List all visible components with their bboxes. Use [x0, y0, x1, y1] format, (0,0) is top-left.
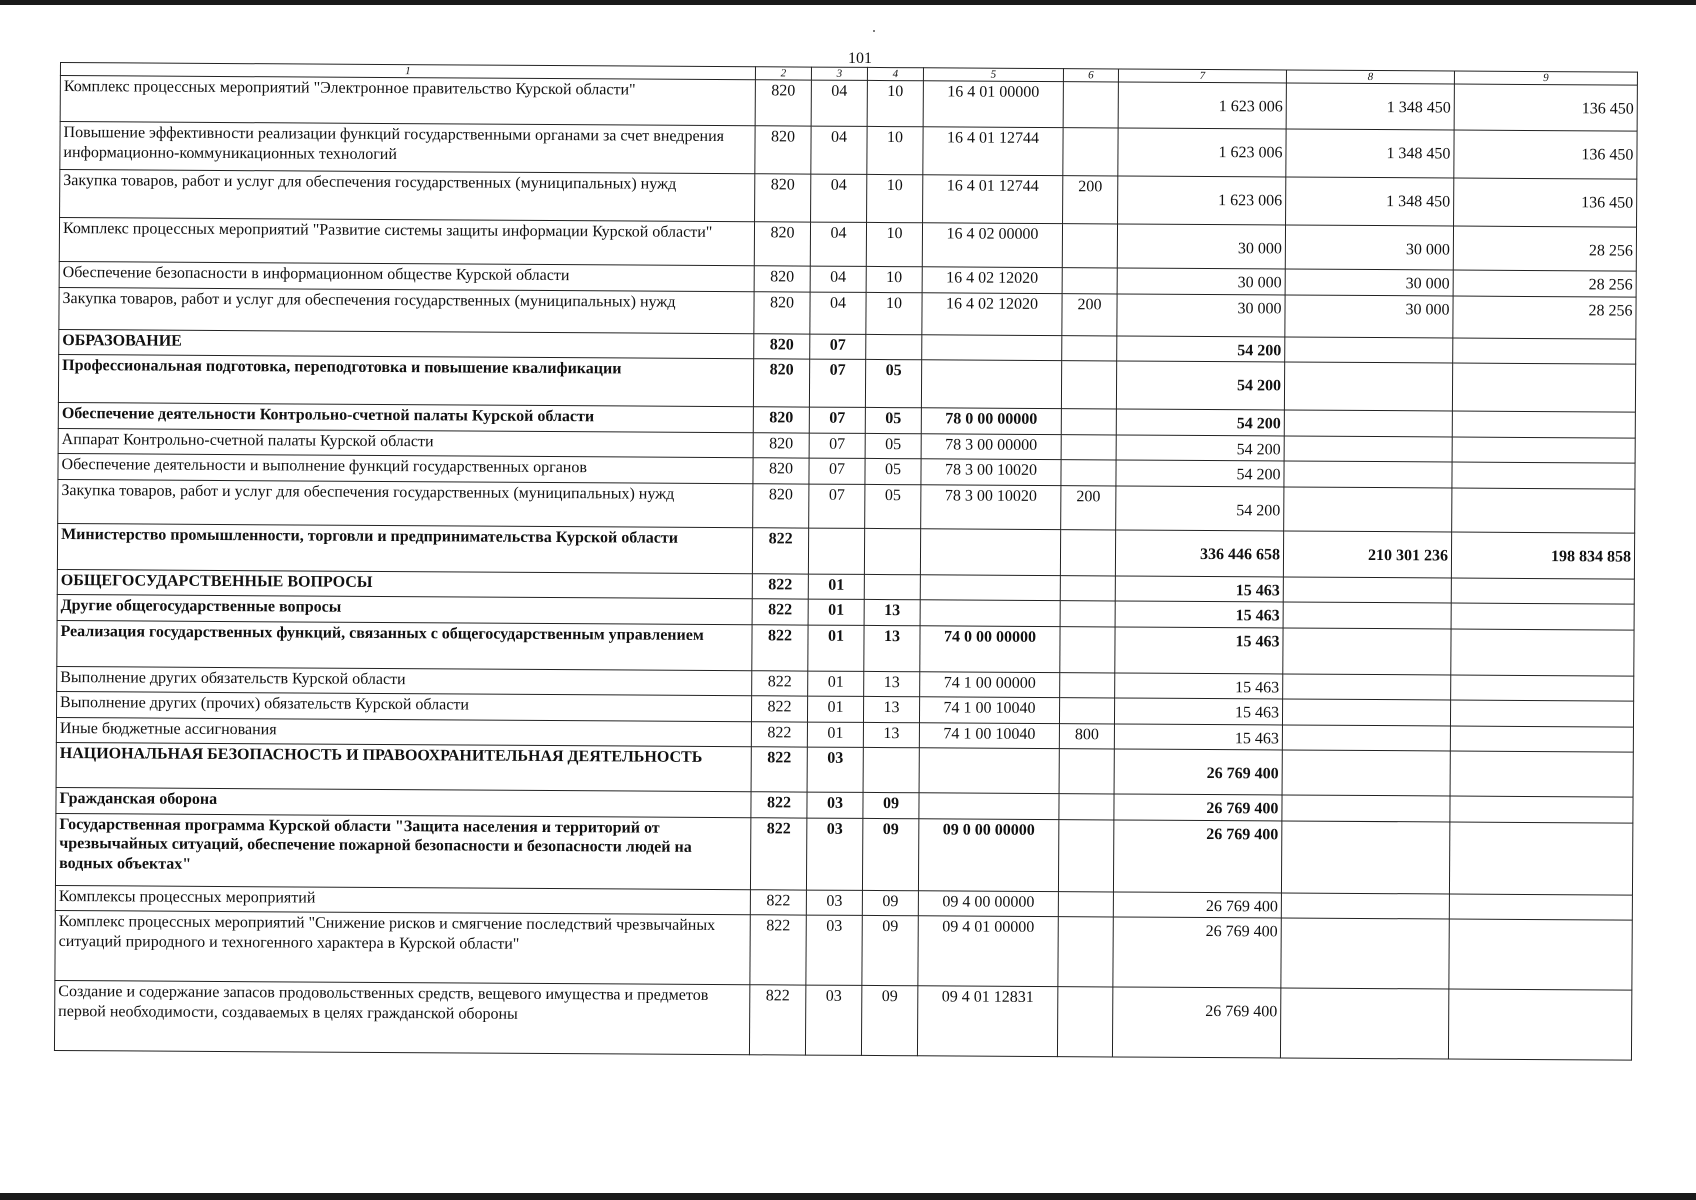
- ministry-code: 820: [753, 359, 809, 407]
- subsection-code: 09: [861, 986, 917, 1056]
- amount-year2: [1282, 699, 1450, 726]
- amount-year2: 30 000: [1285, 295, 1453, 338]
- section-code: 04: [811, 80, 867, 126]
- expense-type-code: [1061, 361, 1116, 409]
- subsection-code: 05: [865, 484, 921, 528]
- amount-year1: 26 769 400: [1112, 987, 1280, 1058]
- row-name: Обеспечение деятельности Контрольно-счетной палаты Курской области: [58, 403, 753, 433]
- amount-year2: [1283, 602, 1451, 629]
- amount-year2: 1 348 450: [1286, 83, 1454, 130]
- amount-year1: 15 463: [1115, 601, 1283, 628]
- section-code: 03: [806, 915, 862, 985]
- expense-type-code: [1058, 917, 1113, 987]
- amount-year1: 54 200: [1116, 486, 1284, 531]
- section-code: 03: [807, 792, 863, 818]
- ministry-code: 822: [749, 985, 805, 1055]
- amount-year1: 26 769 400: [1114, 749, 1282, 795]
- target-article-code: 16 4 02 00000: [922, 223, 1062, 268]
- row-name: Комплекс процессных мероприятий "Электронное правительство Курской области": [60, 76, 755, 126]
- amount-year3: 28 256: [1453, 226, 1636, 271]
- target-article-code: 74 0 00 00000: [920, 625, 1060, 672]
- target-article-code: [920, 574, 1060, 600]
- row-name: Другие общегосударственные вопросы: [57, 595, 752, 625]
- amount-year2: [1281, 918, 1449, 989]
- ministry-code: 820: [753, 432, 809, 458]
- column-number: 6: [1063, 69, 1118, 82]
- amount-year3: 198 834 858: [1451, 532, 1634, 579]
- amount-year2: 30 000: [1285, 225, 1453, 270]
- target-article-code: 74 1 00 10040: [919, 722, 1059, 748]
- target-article-code: [921, 360, 1061, 409]
- amount-year2: [1283, 674, 1451, 701]
- row-name: Повышение эффективности реализации функций государственными органами за счет внедрения информационно-коммуникационных технологий: [60, 122, 755, 174]
- target-article-code: 16 4 01 12744: [923, 175, 1063, 224]
- subsection-code: [866, 334, 922, 360]
- row-name: Закупка товаров, работ и услуг для обеспечения государственных (муниципальных) нужд: [59, 287, 754, 333]
- expense-type-code: [1060, 626, 1115, 672]
- section-code: 04: [810, 222, 866, 266]
- expense-type-code: [1059, 749, 1114, 794]
- section-code: 01: [808, 671, 864, 697]
- ministry-code: 822: [750, 817, 806, 889]
- amount-year1: 54 200: [1116, 409, 1284, 436]
- amount-year1: 1 623 006: [1118, 176, 1286, 225]
- ministry-code: 820: [753, 458, 809, 484]
- row-name: Создание и содержание запасов продовольственных средств, вещевого имущества и предметов первой необходимости, создаваемых в целях гражданской обороны: [54, 981, 749, 1055]
- row-name: Выполнение других (прочих) обязательств Курской области: [56, 692, 751, 722]
- section-code: 07: [809, 407, 865, 433]
- budget-table: [54, 62, 1638, 1061]
- expense-type-code: [1057, 987, 1112, 1057]
- row-name: Закупка товаров, работ и услуг для обеспечения государственных (муниципальных) нужд: [60, 170, 755, 222]
- table-row: [55, 813, 1632, 895]
- amount-year3: 136 450: [1454, 84, 1637, 131]
- amount-year3: 136 450: [1454, 130, 1637, 179]
- column-number: 3: [811, 67, 867, 80]
- amount-year3: 28 256: [1453, 296, 1636, 339]
- column-number: 1: [60, 63, 755, 80]
- amount-year2: [1284, 461, 1452, 488]
- subsection-code: 13: [864, 625, 920, 671]
- target-article-code: 78 3 00 10020: [921, 459, 1061, 485]
- target-article-code: 16 4 02 12020: [922, 267, 1062, 293]
- scan-edge-top: [0, 0, 1696, 5]
- scan-edge-bottom: [0, 1193, 1696, 1200]
- amount-year3: [1452, 488, 1635, 533]
- target-article-code: 16 4 02 12020: [922, 292, 1062, 335]
- page-number: 101: [848, 50, 872, 67]
- expense-type-code: 200: [1062, 293, 1117, 335]
- expense-type-code: [1060, 672, 1115, 698]
- amount-year2: [1283, 628, 1451, 675]
- ministry-code: 820: [755, 126, 811, 174]
- amount-year1: 26 769 400: [1113, 892, 1281, 919]
- expense-type-code: 200: [1061, 485, 1116, 529]
- row-name: Обеспечение безопасности в информационном обществе Курской области: [59, 261, 754, 291]
- expense-type-code: 800: [1059, 723, 1114, 749]
- amount-year3: [1448, 989, 1631, 1060]
- table-row: [55, 911, 1632, 991]
- amount-year2: [1285, 337, 1453, 364]
- amount-year3: [1449, 822, 1632, 895]
- subsection-code: [864, 574, 920, 600]
- amount-year2: [1284, 410, 1452, 437]
- row-name: Государственная программа Курской области "Защита населения и территорий от чрезвычайных ситуаций, обеспечение пожарной безопасности и безопасности людей на водных объектах": [55, 813, 750, 889]
- amount-year1: 26 769 400: [1113, 820, 1281, 893]
- amount-year1: 30 000: [1117, 293, 1285, 336]
- target-article-code: 74 1 00 00000: [920, 671, 1060, 697]
- amount-year2: 1 348 450: [1286, 177, 1454, 226]
- expense-type-code: [1062, 335, 1117, 361]
- subsection-code: 10: [867, 126, 923, 174]
- target-article-code: 09 4 01 00000: [918, 916, 1058, 987]
- target-article-code: 74 1 00 10040: [919, 697, 1059, 723]
- target-article-code: 78 0 00 00000: [921, 408, 1061, 434]
- row-name: НАЦИОНАЛЬНАЯ БЕЗОПАСНОСТЬ И ПРАВООХРАНИТЕЛЬНАЯ ДЕЯТЕЛЬНОСТЬ: [56, 743, 751, 792]
- amount-year2: [1284, 362, 1452, 411]
- amount-year1: 54 200: [1116, 460, 1284, 487]
- amount-year1: 54 200: [1117, 335, 1285, 362]
- amount-year1: 30 000: [1117, 224, 1285, 269]
- target-article-code: 16 4 01 00000: [923, 81, 1063, 128]
- subsection-code: 05: [865, 407, 921, 433]
- ministry-code: 822: [750, 889, 806, 915]
- amount-year3: [1450, 726, 1633, 753]
- row-name: Комплекс процессных мероприятий "Снижение рисков и смягчение последствий чрезвычайных ситуаций природного и техногенного характера в Курской области": [55, 911, 750, 985]
- amount-year2: 210 301 236: [1283, 531, 1451, 578]
- row-name: Комплексы процессных мероприятий: [55, 885, 750, 915]
- amount-year3: [1453, 338, 1636, 365]
- section-code: 04: [810, 292, 866, 334]
- expense-type-code: [1060, 601, 1115, 627]
- row-name: Реализация государственных функций, связанных с общегосударственным управлением: [57, 620, 752, 670]
- target-article-code: [920, 600, 1060, 626]
- amount-year1: 336 446 658: [1115, 530, 1283, 577]
- amount-year2: [1284, 436, 1452, 463]
- expense-type-code: [1061, 409, 1116, 435]
- ministry-code: 822: [750, 915, 806, 985]
- ministry-code: 822: [752, 527, 808, 573]
- amount-year1: 1 623 006: [1118, 128, 1286, 177]
- expense-type-code: [1059, 794, 1114, 820]
- subsection-code: 13: [864, 671, 920, 697]
- ministry-code: 820: [754, 291, 810, 333]
- target-article-code: [920, 528, 1060, 575]
- column-number: 4: [867, 67, 923, 80]
- table-row: [54, 981, 1631, 1061]
- amount-year2: [1284, 487, 1452, 532]
- section-code: 03: [806, 890, 862, 916]
- ministry-code: 822: [751, 696, 807, 722]
- ministry-code: 822: [751, 747, 807, 792]
- amount-year2: 30 000: [1285, 269, 1453, 296]
- target-article-code: 09 4 01 12831: [917, 986, 1057, 1057]
- amount-year1: 15 463: [1115, 576, 1283, 603]
- expense-type-code: [1063, 128, 1118, 176]
- target-article-code: [919, 793, 1059, 819]
- section-code: 01: [808, 625, 864, 671]
- amount-year2: [1282, 750, 1450, 796]
- amount-year3: [1450, 751, 1633, 797]
- section-code: 07: [809, 433, 865, 459]
- target-article-code: 78 3 00 10020: [921, 484, 1061, 529]
- row-name: Профессиональная подготовка, переподготовка и повышение квалификации: [58, 355, 753, 407]
- row-name: Министерство промышленности, торговли и предпринимательства Курской области: [57, 523, 752, 573]
- target-article-code: 09 4 00 00000: [918, 890, 1058, 916]
- amount-year2: [1283, 577, 1451, 604]
- subsection-code: 10: [867, 80, 923, 126]
- amount-year2: [1282, 725, 1450, 752]
- subsection-code: 09: [863, 793, 919, 819]
- scan-speck: [873, 30, 875, 32]
- row-name: Аппарат Контрольно-счетной палаты Курской области: [58, 428, 753, 458]
- amount-year1: 15 463: [1115, 673, 1283, 700]
- section-code: 07: [810, 334, 866, 360]
- expense-type-code: 200: [1063, 176, 1118, 224]
- section-code: 01: [807, 722, 863, 748]
- amount-year3: [1451, 603, 1634, 630]
- expense-type-code: [1060, 575, 1115, 601]
- amount-year2: [1281, 821, 1449, 894]
- amount-year3: 136 450: [1454, 178, 1637, 227]
- expense-type-code: [1061, 434, 1116, 460]
- amount-year3: [1452, 437, 1635, 464]
- section-code: [808, 528, 864, 574]
- amount-year1: 15 463: [1114, 698, 1282, 725]
- amount-year3: [1452, 363, 1635, 412]
- target-article-code: [922, 334, 1062, 360]
- amount-year2: [1280, 988, 1448, 1059]
- subsection-code: 13: [863, 697, 919, 723]
- target-article-code: 09 0 00 00000: [918, 818, 1058, 891]
- column-number: 7: [1118, 69, 1286, 83]
- amount-year1: 54 200: [1116, 361, 1284, 410]
- amount-year3: 28 256: [1453, 270, 1636, 297]
- section-code: 01: [808, 574, 864, 600]
- amount-year3: [1451, 578, 1634, 605]
- ministry-code: 820: [754, 266, 810, 292]
- subsection-code: 05: [865, 359, 921, 407]
- subsection-code: 10: [866, 292, 922, 334]
- subsection-code: 09: [862, 890, 918, 916]
- ministry-code: 822: [752, 624, 808, 670]
- amount-year1: 26 769 400: [1114, 794, 1282, 821]
- row-name: Закупка товаров, работ и услуг для обеспечения государственных (муниципальных) нужд: [58, 479, 753, 527]
- target-article-code: [919, 748, 1059, 794]
- amount-year2: 1 348 450: [1286, 129, 1454, 178]
- ministry-code: 820: [754, 333, 810, 359]
- column-number: 5: [923, 68, 1063, 82]
- expense-type-code: [1058, 891, 1113, 917]
- ministry-code: 820: [754, 222, 810, 266]
- ministry-code: 820: [753, 483, 809, 527]
- column-number: 2: [755, 67, 811, 80]
- row-name: Комплекс процессных мероприятий "Развитие системы защиты информации Курской области": [59, 218, 754, 266]
- row-name: Выполнение других обязательств Курской области: [57, 666, 752, 696]
- amount-year1: 1 623 006: [1118, 82, 1286, 129]
- section-code: 03: [807, 747, 863, 792]
- amount-year3: [1449, 894, 1632, 921]
- ministry-code: 822: [752, 670, 808, 696]
- row-name: Обеспечение деятельности и выполнение функций государственных органов: [58, 454, 753, 484]
- ministry-code: 820: [755, 80, 811, 126]
- amount-year3: [1452, 462, 1635, 489]
- ministry-code: 822: [751, 721, 807, 747]
- ministry-code: 822: [752, 573, 808, 599]
- section-code: 07: [809, 458, 865, 484]
- ministry-code: 820: [753, 407, 809, 433]
- section-code: 03: [806, 818, 862, 890]
- section-code: 01: [807, 696, 863, 722]
- column-number: 9: [1454, 71, 1637, 85]
- amount-year3: [1450, 796, 1633, 823]
- target-article-code: 16 4 01 12744: [923, 127, 1063, 176]
- subsection-code: 10: [866, 222, 922, 266]
- amount-year2: [1281, 893, 1449, 920]
- amount-year3: [1449, 919, 1632, 990]
- subsection-code: 09: [862, 818, 918, 890]
- column-number: 8: [1286, 70, 1454, 84]
- ministry-code: 820: [755, 174, 811, 222]
- amount-year3: [1451, 675, 1634, 702]
- amount-year1: 30 000: [1117, 268, 1285, 295]
- expense-type-code: [1062, 224, 1117, 268]
- subsection-code: 13: [864, 600, 920, 626]
- expense-type-code: [1060, 529, 1115, 575]
- ministry-code: 822: [751, 792, 807, 818]
- subsection-code: 10: [866, 266, 922, 292]
- section-code: 04: [810, 266, 866, 292]
- subsection-code: [864, 528, 920, 574]
- amount-year1: 26 769 400: [1113, 917, 1281, 988]
- amount-year3: [1450, 700, 1633, 727]
- ministry-code: 822: [752, 599, 808, 625]
- subsection-code: 09: [862, 916, 918, 986]
- subsection-code: [863, 748, 919, 793]
- section-code: 07: [809, 359, 865, 407]
- amount-year1: 15 463: [1115, 627, 1283, 674]
- expense-type-code: [1061, 460, 1116, 486]
- expense-type-code: [1059, 698, 1114, 724]
- subsection-code: 13: [863, 722, 919, 748]
- amount-year2: [1282, 795, 1450, 822]
- expense-type-code: [1063, 82, 1118, 128]
- section-code: 04: [811, 126, 867, 174]
- row-name: ОБЩЕГОСУДАРСТВЕННЫЕ ВОПРОСЫ: [57, 569, 752, 599]
- section-code: 03: [805, 985, 861, 1055]
- row-name: Гражданская оборона: [56, 788, 751, 818]
- amount-year3: [1452, 411, 1635, 438]
- subsection-code: 05: [865, 433, 921, 459]
- subsection-code: 05: [865, 458, 921, 484]
- row-name: ОБРАЗОВАНИЕ: [59, 329, 754, 359]
- expense-type-code: [1062, 268, 1117, 294]
- section-code: 07: [809, 484, 865, 528]
- amount-year1: 54 200: [1116, 435, 1284, 462]
- amount-year1: 15 463: [1114, 724, 1282, 751]
- expense-type-code: [1058, 819, 1113, 891]
- amount-year3: [1451, 629, 1634, 676]
- row-name: Иные бюджетные ассигнования: [56, 717, 751, 747]
- section-code: 04: [811, 174, 867, 222]
- section-code: 01: [808, 599, 864, 625]
- subsection-code: 10: [867, 174, 923, 222]
- target-article-code: 78 3 00 00000: [921, 433, 1061, 459]
